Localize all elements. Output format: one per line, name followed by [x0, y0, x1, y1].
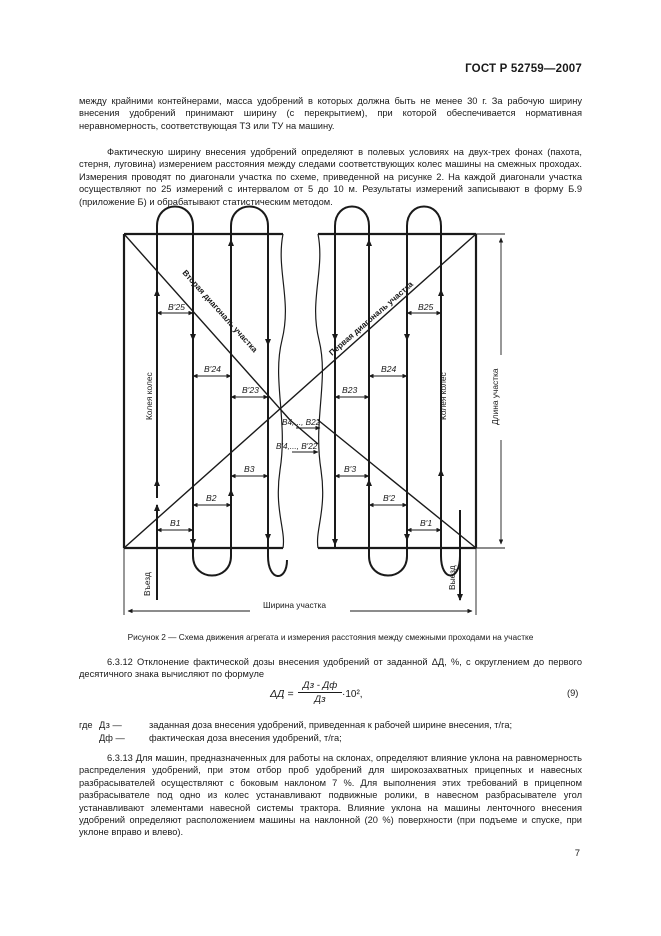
formula-legend	[79, 719, 582, 745]
diagonals	[124, 234, 476, 548]
label-track-right: Колея колес	[438, 372, 448, 420]
label-b1-prime: B′1	[420, 518, 433, 528]
label-b2-prime: B′2	[383, 493, 396, 503]
formula-lhs: ΔД =	[270, 688, 294, 700]
legend-description: заданная доза внесения удобрений, приведенная к рабочей ширине внесения, т/га;	[149, 720, 513, 730]
label-b3: B3	[244, 464, 255, 474]
label-b3-prime: B′3	[344, 464, 357, 474]
label-field-width: Ширина участка	[263, 600, 327, 610]
label-first-diagonal: Первая диагональ участка	[327, 279, 415, 358]
label-b2: B2	[206, 493, 217, 503]
legend-where: где	[79, 720, 93, 730]
formula-multiplier: ·10²,	[342, 689, 363, 700]
formula-fraction	[298, 680, 342, 705]
formula-9	[0, 680, 661, 710]
entry-exit-arrows	[157, 505, 460, 600]
label-middle-b: B4,..., B22	[282, 418, 321, 427]
formula-denominator: Дз	[314, 694, 326, 705]
formula-number: (9)	[567, 688, 579, 698]
page-header: ГОСТ Р 52759—2007	[465, 63, 582, 75]
label-b23-prime: B′23	[242, 385, 259, 395]
legend-symbol: Дф —	[99, 733, 125, 743]
legend-row	[79, 732, 582, 745]
label-entry: Въезд	[142, 572, 152, 596]
legend-row	[79, 719, 582, 732]
page-number: 7	[574, 848, 580, 859]
label-middle-b-prime: B′4,..., B′22	[276, 442, 318, 451]
paragraph-6-3-12: 6.3.12 Отклонение фактической дозы внесения удобрений от заданной ΔД, %, с округлением до первого десятичного знака вычисляют по формуле	[79, 657, 582, 680]
legend-symbol: Дз —	[99, 720, 122, 730]
label-track-left: Колея колес	[144, 372, 154, 420]
label-b25: B25	[418, 302, 434, 312]
paragraph-2: Фактическую ширину внесения удобрений определяют в полевых условиях на двух-трех фонах (пахота, стерня, луговина) измерением расстояния между следами соответствующих колес машины на смежных проходах. Измерения проводят по диагонали участка по схеме, приведенной на рисунке 2. На каждой диагонали участка осуществляют по 25 измерений с интервалом от 5 до 10 м. Результаты измерений записывают в форму Б.9 (приложение Б) и обрабатывают статистическим методом.	[79, 147, 582, 207]
label-b23: B23	[342, 385, 358, 395]
right-field-block	[316, 234, 476, 548]
label-b25-prime: B′25	[168, 302, 185, 312]
legend-description: фактическая доза внесения удобрений, т/га;	[149, 733, 342, 743]
label-field-length: Длина участка	[490, 368, 500, 425]
formula-numerator: Дз - Дф	[298, 680, 342, 693]
label-second-diagonal: Вторая диагональ участка	[180, 268, 260, 355]
paragraph-6-3-13: 6.3.13 Для машин, предназначенных для работы на склонах, определяют влияние уклона на равномерность распределения удобрений, при этом отбор проб удобрений для широкозахватных прицепных и навесных разбрасывателей осуществляют с боковым наклоном 7 %. Для выполнения этих требований в прицепном разбрасывателе под одно из колес устанавливают подвижные ролики, в навесном разбрасывателе угол устанавливают элементами навесной системы трактора. Влияние уклона на машины ленточного внесения удобрений определяют расположением машины на наклонной (20 %) поверхности (при подъеме и спуске, при уклоне вправо и влево).	[79, 753, 582, 838]
paragraph-1: между крайними контейнерами, масса удобрений в которых должна быть не менее 30 г. За рабочую ширину внесения удобрений принимают ширину (с перекрытием), при которой обеспечивается нормативная неравномерность, соответствующая ТЗ или ТУ на машину.	[79, 96, 582, 131]
figure-caption: Рисунок 2 — Схема движения агрегата и измерения расстояния между смежными проходами на участке	[127, 632, 534, 642]
label-b24: B24	[381, 364, 397, 374]
label-b1: B1	[170, 518, 181, 528]
label-b24-prime: B′24	[204, 364, 221, 374]
label-exit: Выезд	[447, 565, 457, 590]
